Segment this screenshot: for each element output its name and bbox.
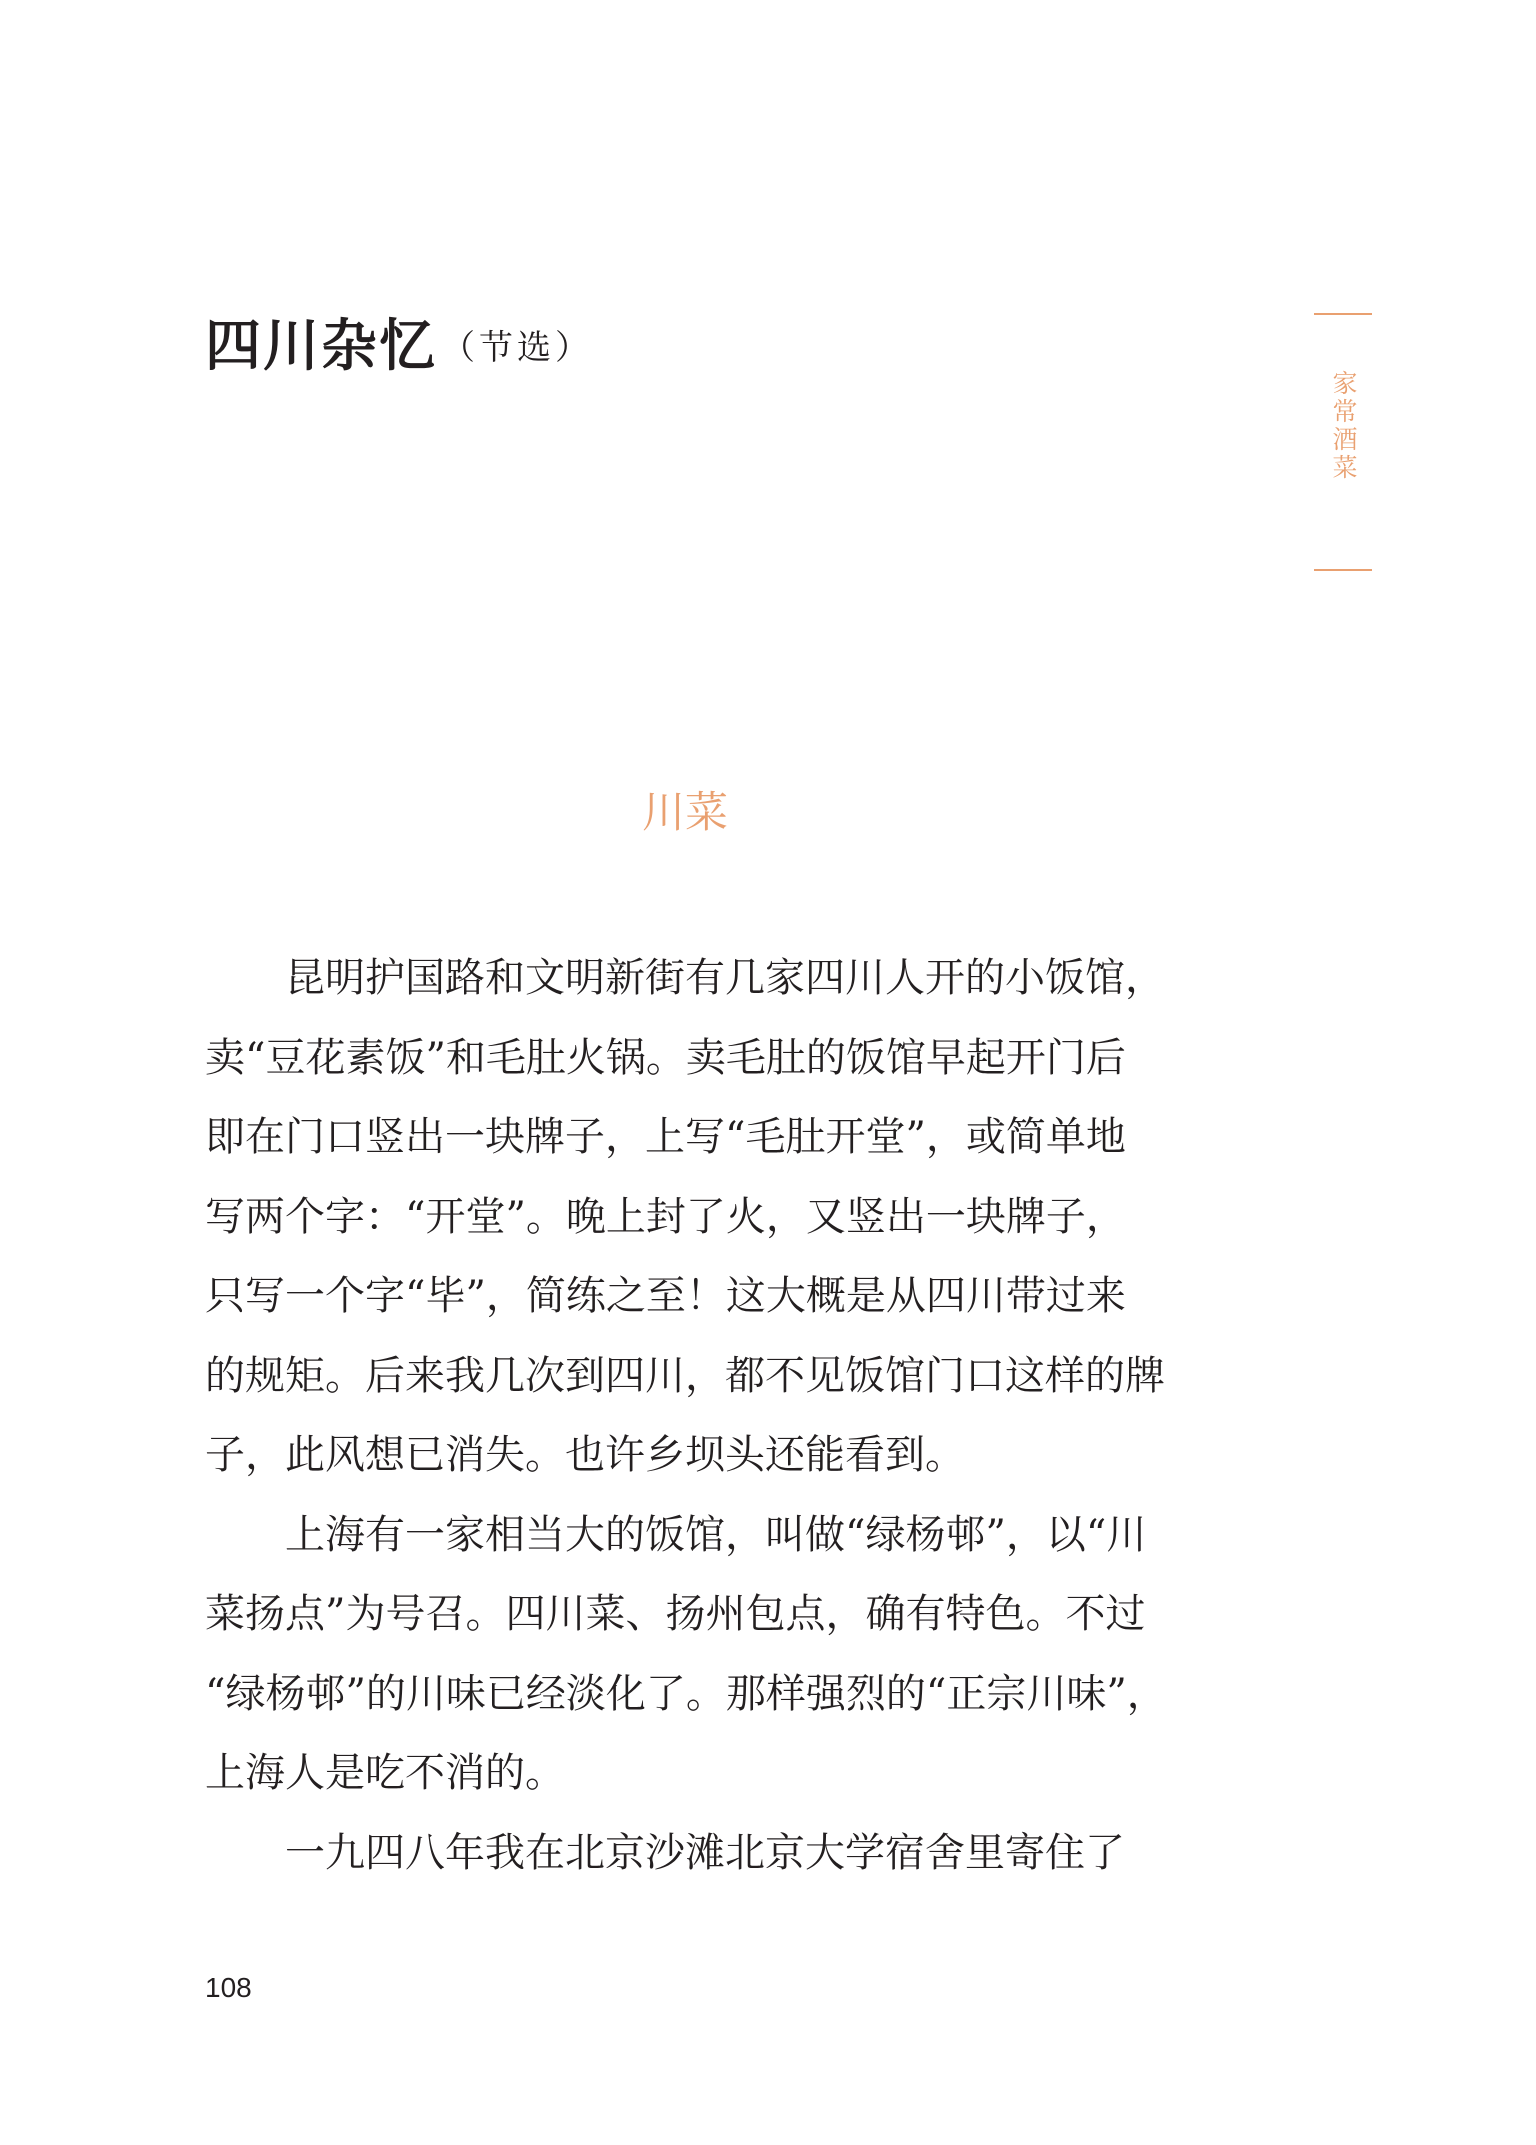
body-text [205,939,1167,1893]
title-text: 四川杂忆 [205,313,437,379]
side-tab-top-rule [1314,313,1372,315]
paragraph: 昆明护国路和文明新街有几家四川人开的小饭馆， 卖“豆花素饭”和毛肚火锅。卖毛肚的饭馆早起开门后 即在门口竖出一块牌子，上写“毛肚开堂”，或简单地 写两个字：“开堂”。晚上封了火，又竖出一块牌子， 只写一个字“毕”，简练之至！这大概是从四川带过来 的规矩。后来我几次到四川，都不见饭馆门口这样的牌 子，此风想已消失。也许乡坝头还能看到。 [205,955,1165,1478]
paragraph: 一九四八年我在北京沙滩北京大学宿舍里寄住了 [285,1829,1125,1876]
side-tab-bottom-rule [1314,569,1372,571]
side-tab-label: 家常酒菜 [1329,370,1358,482]
page-number: 108 [205,1972,252,2003]
section-heading: 川菜 [642,788,728,838]
paragraph: 上海有一家相当大的饭馆，叫做“绿杨邨”，以“川 菜扬点”为号召。四川菜、扬州包点，确有特色。不过 “绿杨邨”的川味已经淡化了。那样强烈的“正宗川味”， 上海人是吃不消的。 [205,1511,1167,1796]
page-title [205,306,593,388]
title-subtitle: （节选） [441,328,593,368]
